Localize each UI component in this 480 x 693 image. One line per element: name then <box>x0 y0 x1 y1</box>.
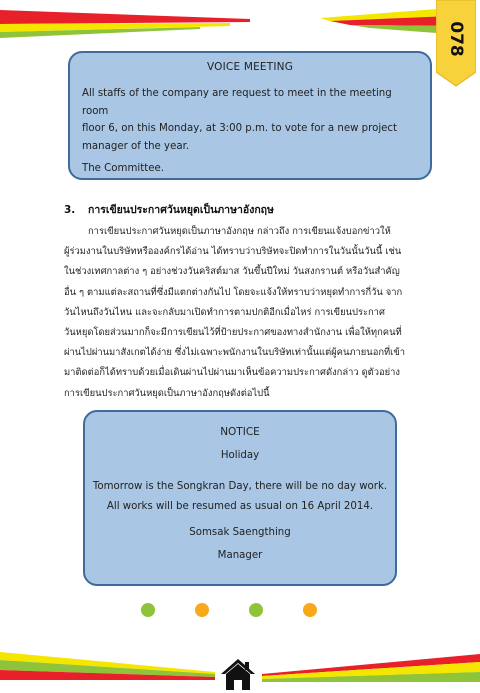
notice-title: NOTICE <box>220 426 260 438</box>
notice-subtitle: Holiday <box>220 450 260 461</box>
voice-meeting-title: VOICE MEETING <box>206 61 294 73</box>
page-number-tab <box>436 0 476 88</box>
paragraph-line: วันไหนถึงวันไหน และจะกลับมาเปิดทำการตามปกติอีกเมื่อไหร่ การเขียนประกาศ <box>64 306 385 318</box>
voice-meeting-line: All staffs of the company are request to meet in the meeting room <box>82 88 392 117</box>
notice-box <box>83 410 397 586</box>
section-heading <box>64 201 274 218</box>
orange-dot <box>303 603 317 617</box>
paragraph-line: การเขียนประกาศวันหยุดเป็นภาษาอังกฤษ กล่าวถึง การเขียนแจ้งบอกข่าวให้ <box>88 226 391 237</box>
section-title: การเขียนประกาศวันหยุดเป็นภาษาอังกฤษ <box>88 204 274 216</box>
bottom-left-stripes <box>0 650 215 686</box>
paragraph-line: วันหยุดโดยส่วนมากก็จะมีการเขียนไว้ที่ป้ายประกาศของทางสำนักงาน เพื่อให้ทุกคนที่ <box>64 327 402 339</box>
bottom-right-stripes <box>262 652 480 688</box>
green-dot <box>141 603 155 617</box>
paragraph-line: ผู้ร่วมงานในบริษัทหรือองค์กรได้อ่าน ได้ทราบว่าบริษัทจะปิดทำการในวันนั้นวันนี้ เช่น <box>64 246 402 258</box>
voice-meeting-signature: The Committee. <box>82 163 164 174</box>
voice-meeting-line: manager of the year. <box>82 140 190 152</box>
page-number: 078 <box>446 21 466 57</box>
orange-dot <box>195 603 209 617</box>
notice-position: Manager <box>217 550 263 561</box>
notice-name: Somsak Saengthing <box>189 527 291 538</box>
paragraph-line: การเขียนประกาศวันหยุดเป็นภาษาอังกฤษดังต่อไปนี้ <box>64 387 270 399</box>
paragraph-line: ในช่วงเทศกาลต่าง ๆ อย่างช่วงวันคริสต์มาส วันขึ้นปีใหม่ วันสงกรานต์ หรือวันสำคัญ <box>64 266 400 278</box>
paragraph-line: มาติดต่อก็ได้ทราบด้วยเมื่อเดินผ่านไปผ่านมาเห็นข้อความประกาศดังกล่าว ดูตัวอย่าง <box>64 367 400 379</box>
notice-line: Tomorrow is the Songkran Day, there will be no day work. <box>92 481 388 492</box>
section-number: 3. <box>64 204 76 216</box>
section-paragraph <box>64 222 430 404</box>
notice-body <box>85 477 395 517</box>
home-icon[interactable] <box>219 657 257 691</box>
decorative-dots <box>0 603 480 617</box>
voice-meeting-line: floor 6, on this Monday, at 3:00 p.m. to vote for a new project <box>82 123 398 134</box>
green-dot <box>249 603 263 617</box>
top-left-stripes <box>0 6 250 40</box>
paragraph-line: ผ่านไปผ่านมาสังเกตได้ง่าย ซึ่งไม่เฉพาะพนักงานในบริษัทเท่านั้นแต่ผู้คนภายนอกที่เข้า <box>64 347 406 359</box>
voice-meeting-box <box>68 51 432 180</box>
voice-meeting-body <box>82 85 418 155</box>
paragraph-line: อื่น ๆ ตามแต่ละสถานที่ซึ่งมีแตกต่างกันไป โดยจะแจ้งให้ทราบว่าหยุดทำการกี่วัน จาก <box>64 286 403 298</box>
notice-line: All works will be resumed as usual on 16 April 2014. <box>106 501 374 512</box>
stripe-red <box>0 10 250 24</box>
